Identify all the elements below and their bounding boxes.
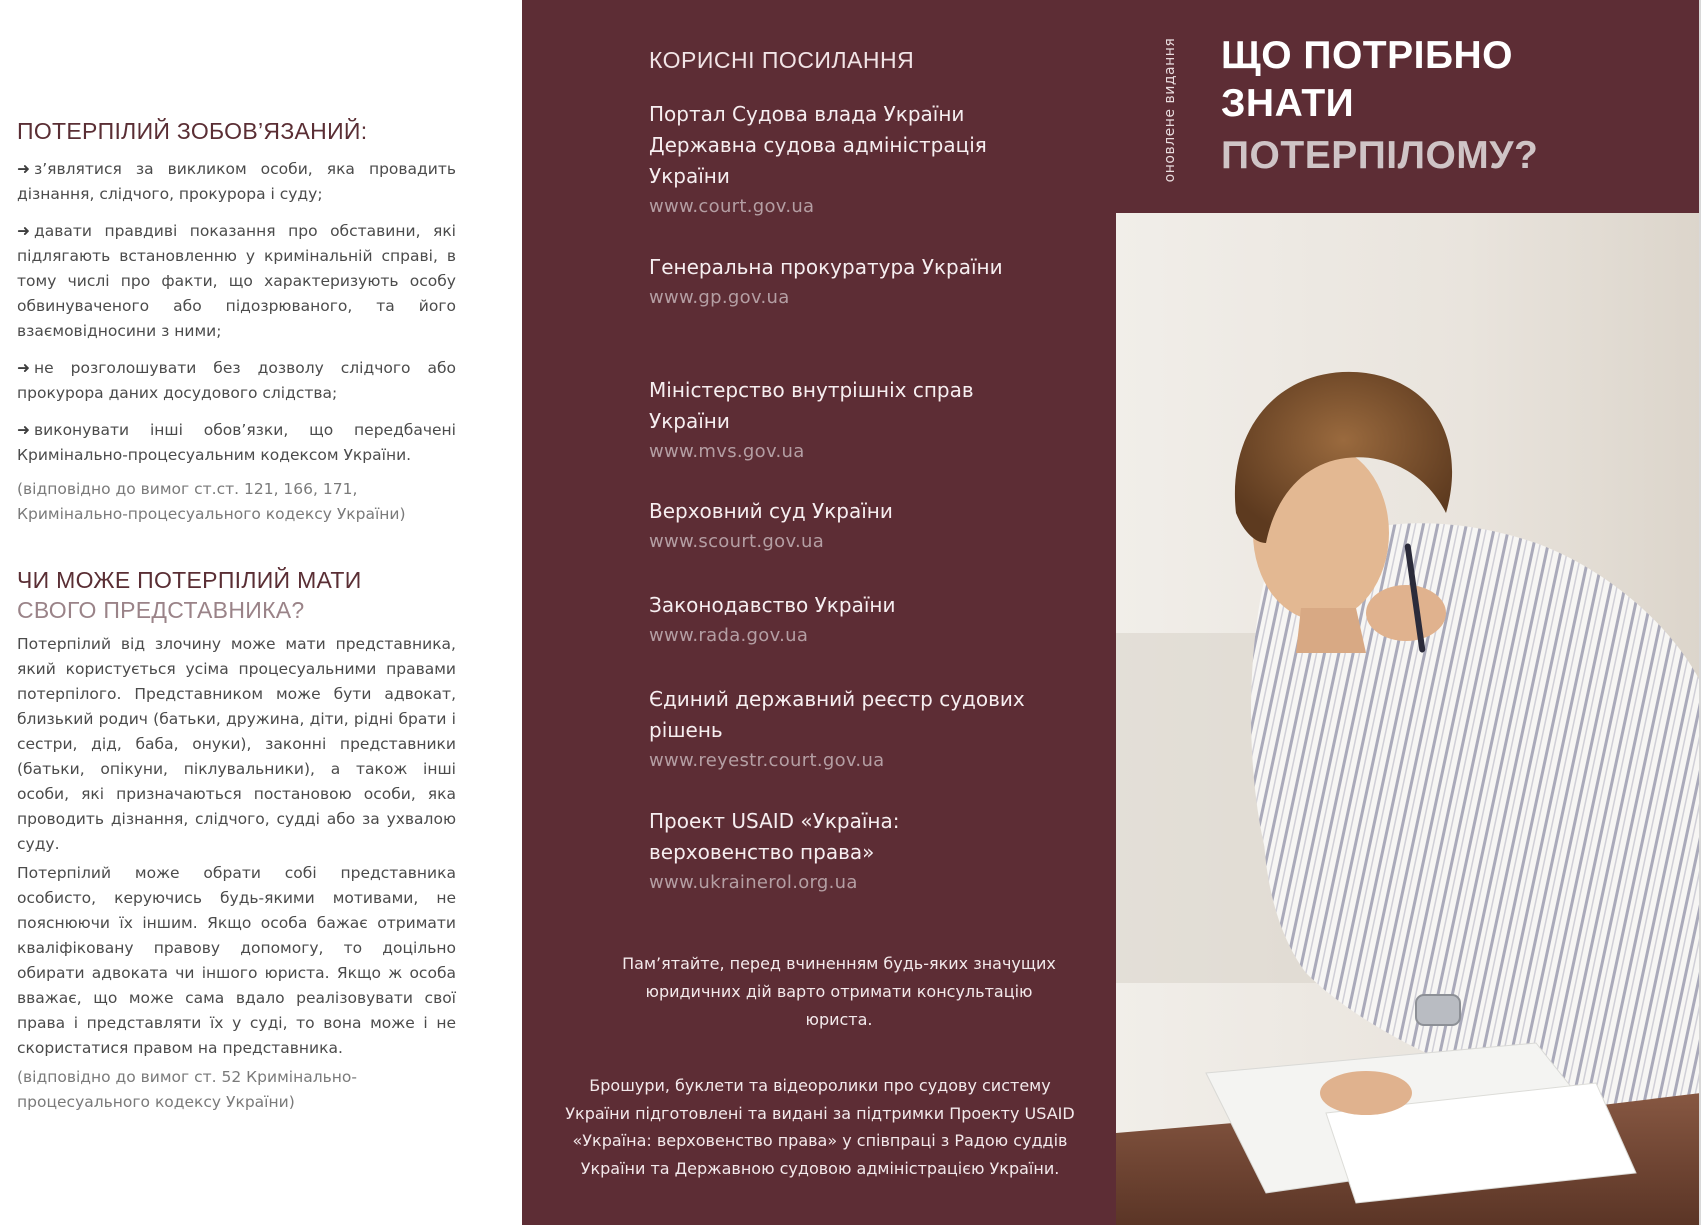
- consultation-reminder: Пам’ятайте, перед вчиненням будь-яких значущих юридичних дій варто отримати консультацію юриста.: [622, 954, 1056, 1029]
- arrow-icon: ➜: [17, 421, 30, 439]
- photo-writing-hand: [1320, 1071, 1412, 1115]
- link-name: Портал Судова влада України Державна судова адміністрація України: [649, 102, 987, 188]
- representative-heading: ЧИ МОЖЕ ПОТЕРПІЛИЙ МАТИ: [17, 567, 362, 593]
- cover-panel: [1116, 0, 1701, 1225]
- link-url: www.gp.gov.ua: [649, 287, 790, 308]
- photo-neck: [1296, 608, 1366, 653]
- link-entry: [649, 375, 1039, 467]
- obligation-item: ➜ не розголошувати без дозволу слідчого або прокурора даних досудового слідства;: [17, 359, 456, 402]
- obligation-item: ➜ давати правдиві показання про обставини, які підлягають встановленню у кримінальній справі, в тому числі про факти, що характеризують особу обвинуваченого або підозрюваного, та його взаємовідносини з ними;: [17, 222, 456, 340]
- representative-subheading: СВОГО ПРЕДСТАВНИКА?: [17, 597, 305, 623]
- cover-title-line-1: ЩО ПОТРІБНО: [1221, 34, 1513, 77]
- useful-links-panel: [522, 0, 1116, 1225]
- arrow-icon: ➜: [17, 359, 30, 377]
- representative-paragraph: Потерпілий від злочину може мати представника, який користується усіма процесуальними правами потерпілого. Представником може бути адвокат, близький родич (батьки, дружина, діти, рідні брати і сестри, дід, баба, онуки), законні представники (батьки, опікуни, піклувальники), а також інші особи, які призначаються постановою особи, яка проводить дізнання, слідчого, судді або за ухвалою суду.: [17, 635, 456, 853]
- photo-watch: [1416, 995, 1460, 1025]
- link-url: www.rada.gov.ua: [649, 625, 809, 646]
- useful-links-heading: КОРИСНІ ПОСИЛАННЯ: [649, 47, 915, 73]
- cover-header: [1116, 0, 1701, 213]
- left-panel: [0, 0, 520, 1225]
- link-entry: [649, 99, 1039, 222]
- representative-legal-reference: (відповідно до вимог ст. 52 Кримінально-процесуального кодексу України): [17, 1068, 357, 1111]
- link-name: Міністерство внутрішніх справ України: [649, 378, 974, 433]
- obligations-legal-reference: (відповідно до вимог ст.ст. 121, 166, 171, Кримінально-процесуального кодексу України): [17, 480, 406, 523]
- link-name: Єдиний державний реєстр судових рішень: [649, 687, 1025, 742]
- link-url: www.mvs.gov.ua: [649, 441, 805, 462]
- link-url: www.court.gov.ua: [649, 196, 815, 217]
- cover-title-line-2: ЗНАТИ: [1221, 82, 1355, 125]
- representative-paragraph: Потерпілий може обрати собі представника особисто, керуючись будь-якими мотивами, не пояснюючи їх іншим. Якщо особа бажає отримати кваліфіковану правову допомогу, то доцільно обирати адвоката чи іншого юриста. Якщо ж особа вважає, що може сама вдало реалізовувати свої права і представляти їх у суді, то вона може і не скористатися правом на представника.: [17, 864, 456, 1057]
- link-url: www.reyestr.court.gov.ua: [649, 750, 885, 771]
- link-url: www.ukrainerol.org.ua: [649, 872, 858, 893]
- photo-hand: [1366, 585, 1446, 641]
- obligation-item: ➜ з’являтися за викликом особи, яка провадить дізнання, слідчого, прокурора і суду;: [17, 160, 456, 203]
- link-entry: [649, 684, 1039, 776]
- arrow-icon: ➜: [17, 160, 30, 178]
- link-url: www.scourt.gov.ua: [649, 531, 825, 552]
- cover-photo: [1116, 213, 1701, 1225]
- arrow-icon: ➜: [17, 222, 30, 240]
- cover-title-line-3: ПОТЕРПІЛОМУ?: [1221, 134, 1539, 177]
- obligations-heading: ПОТЕРПІЛИЙ ЗОБОВ’ЯЗАНИЙ:: [17, 118, 368, 144]
- edition-label: оновлене видання: [1162, 37, 1178, 183]
- link-name: Верховний суд України: [649, 499, 893, 523]
- link-entry: [649, 590, 1039, 651]
- link-name: Законодавство України: [649, 593, 896, 617]
- link-entry: [649, 252, 1039, 313]
- link-name: Генеральна прокуратура України: [649, 255, 1003, 279]
- publication-credits: Брошури, буклети та відеоролики про судову систему України підготовлені та видані за підтримки Проекту USAID «Україна: верховенство права» у співпраці з Радою суддів України та Державною судовою адміністрацією України.: [565, 1076, 1075, 1178]
- link-entry: [649, 496, 1039, 557]
- obligation-item: ➜ виконувати інші обов’язки, що передбачені Кримінально-процесуальним кодексом України.: [17, 421, 456, 464]
- link-name: Проект USAID «Україна: верховенство права»: [649, 809, 900, 864]
- link-entry: [649, 806, 1039, 898]
